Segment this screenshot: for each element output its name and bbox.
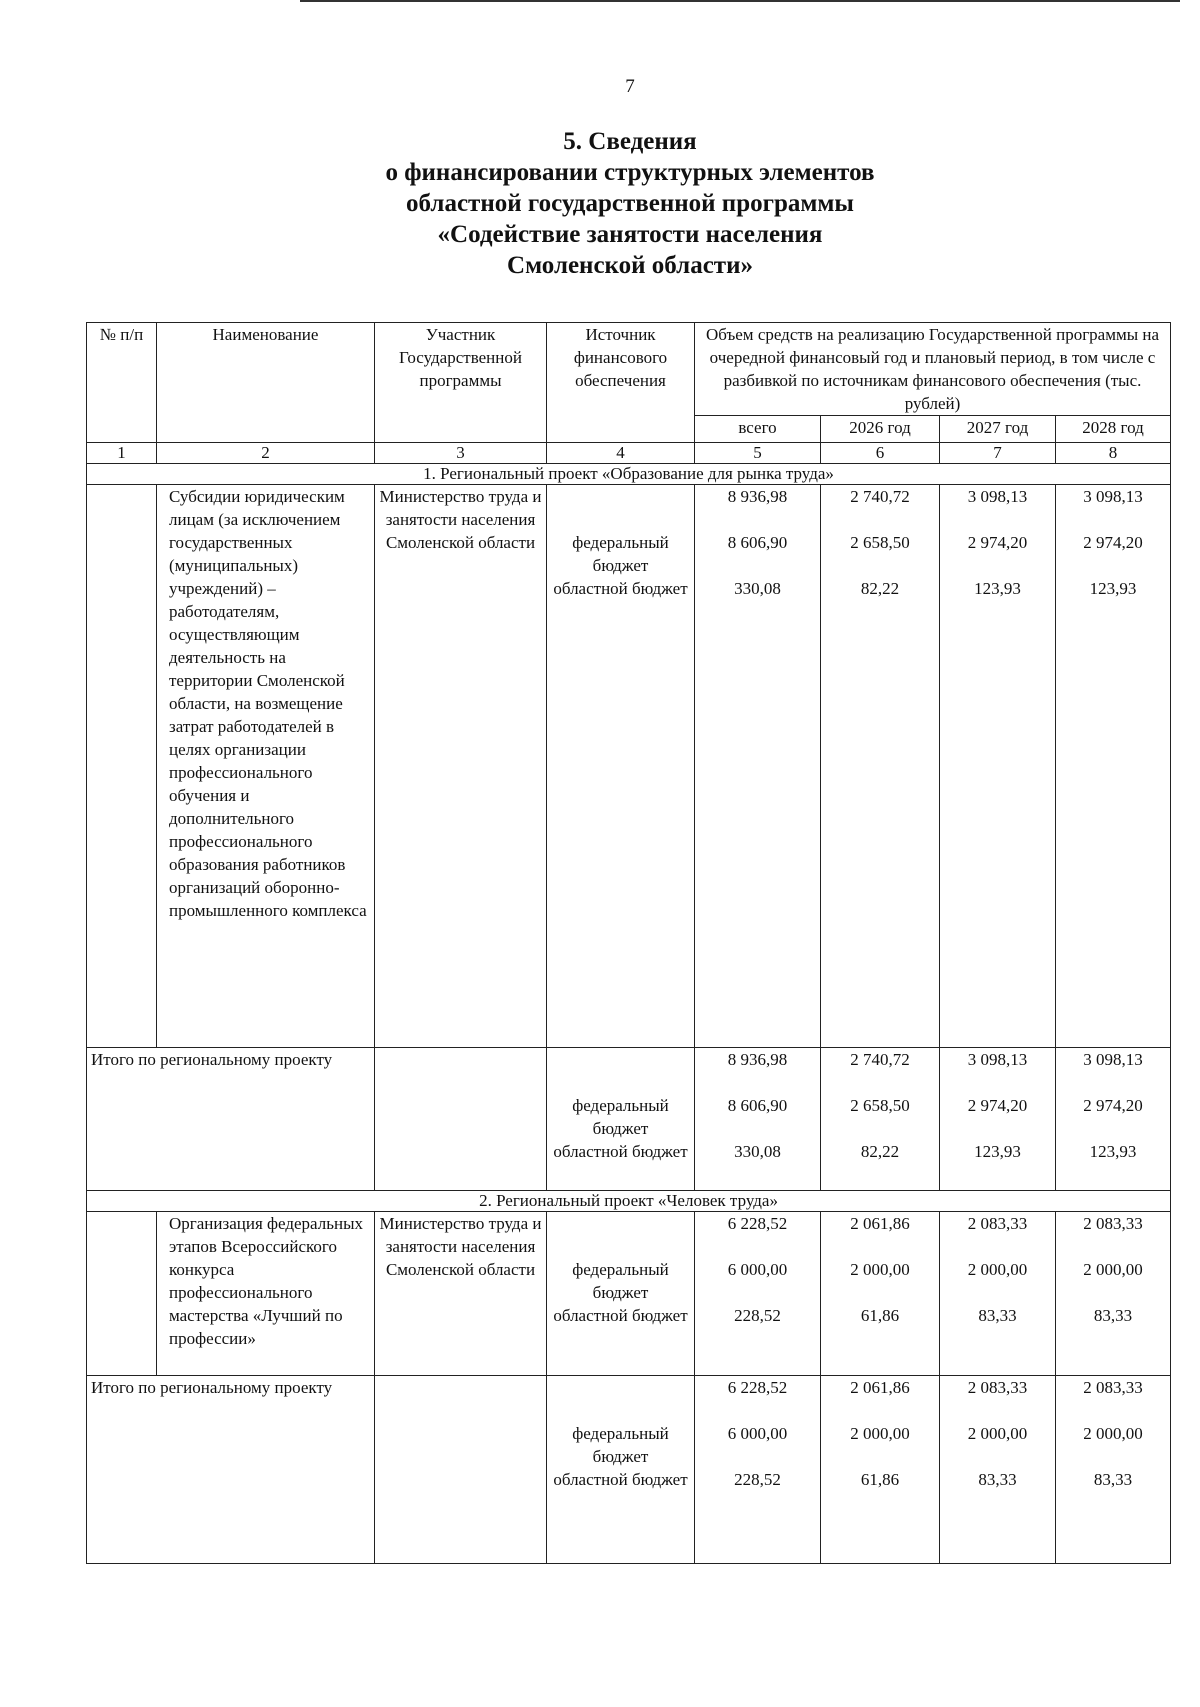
subtotal-cell-total	[695, 1048, 821, 1191]
source-regional: областной бюджет	[553, 1142, 688, 1161]
subtotal-cell-total	[695, 1376, 821, 1564]
item-source	[547, 485, 695, 1048]
value-federal: 2 000,00	[850, 1424, 910, 1443]
value-total: 3 098,13	[1083, 1050, 1143, 1069]
column-number: 4	[547, 443, 695, 464]
subtotal-cell-2026	[821, 1048, 940, 1191]
subtotal-row	[87, 1376, 1171, 1564]
header-total: всего	[695, 416, 821, 443]
value-regional: 83,33	[978, 1470, 1017, 1489]
value-total: 3 098,13	[1083, 487, 1143, 506]
value-federal: 2 000,00	[1083, 1260, 1143, 1279]
value-federal: 2 974,20	[967, 1096, 1028, 1115]
source-regional: областной бюджет	[553, 579, 688, 598]
header-participant: Участник Государственной программы	[375, 323, 547, 443]
financing-table	[86, 322, 1171, 1564]
section-row	[87, 1191, 1171, 1212]
subtotal-cell-2027	[940, 1048, 1056, 1191]
value-federal: 8 606,90	[727, 1096, 788, 1115]
value-total: 3 098,13	[967, 1050, 1028, 1069]
value-total: 8 936,98	[727, 1050, 788, 1069]
title-line: «Содействие занятости населения	[437, 221, 823, 248]
value-cell-2028	[1056, 1212, 1171, 1376]
row-number-cell	[87, 1212, 157, 1376]
subtotal-row	[87, 1048, 1171, 1191]
value-total: 8 936,98	[727, 487, 788, 506]
subtotal-cell-2028	[1056, 1048, 1171, 1191]
value-regional: 83,33	[1093, 1306, 1133, 1325]
table-row	[87, 485, 1171, 1048]
subtotal-cell-2028	[1056, 1376, 1171, 1564]
source-regional: областной бюджет	[553, 1306, 688, 1325]
value-regional: 123,93	[1089, 579, 1137, 598]
subtotal-source	[547, 1048, 695, 1191]
source-federal: федеральный бюджет	[572, 1424, 669, 1466]
value-regional: 123,93	[1089, 1142, 1137, 1161]
column-number: 2	[157, 443, 375, 464]
value-federal: 2 000,00	[967, 1260, 1028, 1279]
value-regional: 61,86	[860, 1306, 900, 1325]
item-name: Субсидии юридическим лицам (за исключением государственных (муниципальных) учреждений) – работодателям, осуществляющим деятельность на территории Смоленской области, на возмещение затрат работодателей в целях организации профессионального обучения и дополнительного профессионального образования работников организаций оборонно-промышленного комплекса	[157, 485, 375, 1048]
column-number: 8	[1056, 443, 1171, 464]
value-cell-total	[695, 1212, 821, 1376]
value-total: 2 740,72	[850, 487, 910, 506]
title-line: 5. Сведения	[563, 128, 697, 155]
header-2026: 2026 год	[821, 416, 940, 443]
value-total: 2 740,72	[850, 1050, 910, 1069]
subtotal-source	[547, 1376, 695, 1564]
page-number: 7	[625, 76, 635, 97]
value-federal: 2 974,20	[1083, 1096, 1143, 1115]
item-participant: Министерство труда и занятости населения Смоленской области	[375, 485, 547, 1048]
value-regional: 330,08	[734, 1142, 781, 1161]
column-number: 1	[87, 443, 157, 464]
value-cell-2026	[821, 1212, 940, 1376]
value-federal: 2 000,00	[850, 1260, 910, 1279]
column-number: 7	[940, 443, 1056, 464]
value-federal: 2 658,50	[850, 533, 910, 552]
header-2027: 2027 год	[940, 416, 1056, 443]
item-name: Организация федеральных этапов Всероссийского конкурса профессионального мастерства «Лучший по профессии»	[157, 1212, 375, 1376]
value-federal: 2 974,20	[1083, 533, 1143, 552]
section-row	[87, 464, 1171, 485]
source-federal: федеральный бюджет	[572, 1260, 669, 1302]
title-line: Смоленской области»	[507, 252, 753, 279]
value-regional: 228,52	[734, 1470, 781, 1489]
column-number-row	[87, 443, 1171, 464]
value-regional: 83,33	[1093, 1470, 1133, 1489]
value-regional: 82,22	[860, 579, 900, 598]
value-cell-total	[695, 485, 821, 1048]
column-number: 6	[821, 443, 940, 464]
value-total: 2 083,33	[967, 1378, 1028, 1397]
subtotal-label: Итого по региональному проекту	[87, 1048, 375, 1191]
table-row	[87, 1212, 1171, 1376]
value-total: 2 061,86	[850, 1214, 910, 1233]
value-regional: 330,08	[734, 579, 781, 598]
title-line: областной государственной программы	[406, 190, 854, 217]
header-2028: 2028 год	[1056, 416, 1171, 443]
subtotal-cell-2026	[821, 1376, 940, 1564]
column-number: 5	[695, 443, 821, 464]
value-federal: 2 000,00	[967, 1424, 1028, 1443]
source-federal: федеральный бюджет	[572, 533, 669, 575]
value-cell-2027	[940, 485, 1056, 1048]
item-source	[547, 1212, 695, 1376]
section-title: 2. Региональный проект «Человек труда»	[87, 1191, 1171, 1212]
scan-edge-line	[300, 0, 1180, 2]
value-total: 3 098,13	[967, 487, 1028, 506]
value-total: 2 083,33	[967, 1214, 1028, 1233]
value-total: 2 061,86	[850, 1378, 910, 1397]
value-cell-2028	[1056, 485, 1171, 1048]
subtotal-participant	[375, 1048, 547, 1191]
value-total: 2 083,33	[1083, 1378, 1143, 1397]
value-regional: 61,86	[860, 1470, 900, 1489]
subtotal-participant	[375, 1376, 547, 1564]
value-federal: 2 974,20	[967, 533, 1028, 552]
title-line: о финансировании структурных элементов	[385, 159, 875, 186]
item-participant: Министерство труда и занятости населения Смоленской области	[375, 1212, 547, 1376]
value-regional: 83,33	[978, 1306, 1017, 1325]
document-title	[0, 126, 1200, 281]
value-federal: 2 000,00	[1083, 1424, 1143, 1443]
value-federal: 8 606,90	[727, 533, 788, 552]
value-total: 2 083,33	[1083, 1214, 1143, 1233]
value-federal: 6 000,00	[727, 1260, 788, 1279]
source-federal: федеральный бюджет	[572, 1096, 669, 1138]
header-row	[87, 323, 1171, 416]
value-total: 6 228,52	[727, 1214, 788, 1233]
source-regional: областной бюджет	[553, 1470, 688, 1489]
header-source: Источник финансового обеспечения	[547, 323, 695, 443]
value-federal: 6 000,00	[727, 1424, 788, 1443]
subtotal-cell-2027	[940, 1376, 1056, 1564]
value-regional: 123,93	[974, 1142, 1021, 1161]
section-title: 1. Региональный проект «Образование для рынка труда»	[87, 464, 1171, 485]
header-name: Наименование	[157, 323, 375, 443]
value-regional: 228,52	[734, 1306, 781, 1325]
value-regional: 123,93	[974, 579, 1021, 598]
header-num: № п/п	[87, 323, 157, 443]
value-regional: 82,22	[860, 1142, 900, 1161]
header-volume: Объем средств на реализацию Государственной программы на очередной финансовый год и плановый период, в том числе с разбивкой по источникам финансового обеспечения (тыс. рублей)	[695, 323, 1171, 416]
value-cell-2026	[821, 485, 940, 1048]
value-cell-2027	[940, 1212, 1056, 1376]
column-number: 3	[375, 443, 547, 464]
subtotal-label: Итого по региональному проекту	[87, 1376, 375, 1564]
row-number-cell	[87, 485, 157, 1048]
value-total: 6 228,52	[727, 1378, 788, 1397]
value-federal: 2 658,50	[850, 1096, 910, 1115]
